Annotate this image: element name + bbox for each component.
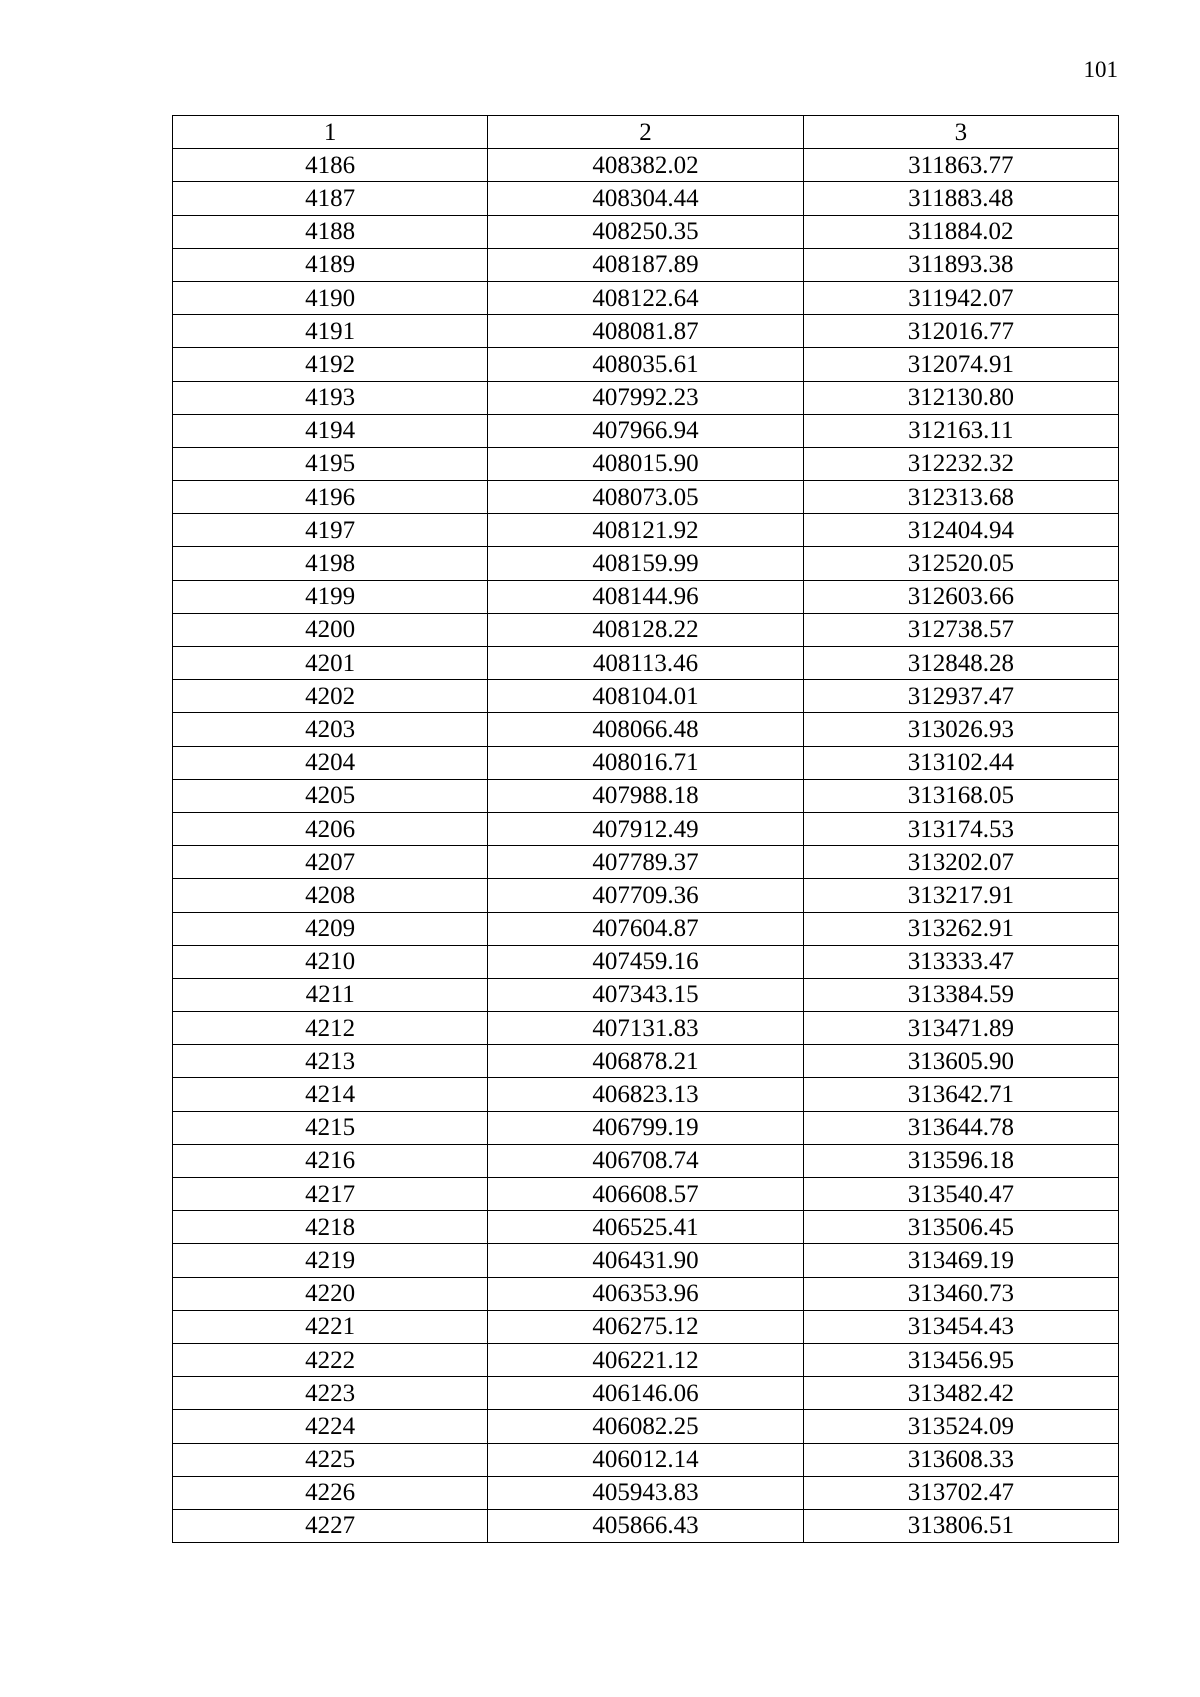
table-row [173,1476,1119,1509]
coordinate-y-cell: 313524.09 [803,1410,1118,1443]
table-row [173,1178,1119,1211]
coordinate-x-cell: 408159.99 [488,547,803,580]
table-row [173,613,1119,646]
point-number-cell: 4207 [173,846,488,879]
point-number-cell: 4221 [173,1310,488,1343]
coordinate-x-cell: 406275.12 [488,1310,803,1343]
point-number-cell: 4201 [173,647,488,680]
coordinate-x-cell: 405943.83 [488,1476,803,1509]
coordinate-x-cell: 407992.23 [488,381,803,414]
coordinate-y-cell: 313806.51 [803,1509,1118,1542]
coordinate-y-cell: 311863.77 [803,149,1118,182]
coordinate-y-cell: 312130.80 [803,381,1118,414]
coordinate-x-cell: 408122.64 [488,281,803,314]
table-row [173,647,1119,680]
point-number-cell: 4218 [173,1211,488,1244]
table-row [173,248,1119,281]
coordinate-x-cell: 406525.41 [488,1211,803,1244]
table-row [173,1244,1119,1277]
coordinate-y-cell: 311884.02 [803,215,1118,248]
coordinate-y-cell: 312603.66 [803,580,1118,613]
point-number-cell: 4224 [173,1410,488,1443]
coordinate-x-cell: 406353.96 [488,1277,803,1310]
coordinate-x-cell: 408250.35 [488,215,803,248]
coordinate-x-cell: 407343.15 [488,978,803,1011]
coordinate-y-cell: 312404.94 [803,514,1118,547]
point-number-cell: 4186 [173,149,488,182]
coordinate-x-cell: 406082.25 [488,1410,803,1443]
table-row [173,580,1119,613]
point-number-cell: 4191 [173,315,488,348]
point-number-cell: 4212 [173,1012,488,1045]
table-row [173,182,1119,215]
point-number-cell: 4216 [173,1144,488,1177]
table-row [173,1410,1119,1443]
coordinate-y-cell: 313469.19 [803,1244,1118,1277]
coordinate-x-cell: 406431.90 [488,1244,803,1277]
table-row [173,514,1119,547]
coordinate-y-cell: 313262.91 [803,912,1118,945]
point-number-cell: 4211 [173,978,488,1011]
table-row [173,1045,1119,1078]
table-row [173,1078,1119,1111]
table-row [173,713,1119,746]
table-row [173,281,1119,314]
coordinate-x-cell: 406708.74 [488,1144,803,1177]
point-number-cell: 4210 [173,945,488,978]
point-number-cell: 4227 [173,1509,488,1542]
coordinate-x-cell: 407789.37 [488,846,803,879]
coordinate-x-cell: 408113.46 [488,647,803,680]
point-number-cell: 4188 [173,215,488,248]
table-row [173,414,1119,447]
coordinate-y-cell: 313456.95 [803,1343,1118,1376]
point-number-cell: 4189 [173,248,488,281]
point-number-cell: 4206 [173,812,488,845]
point-number-cell: 4219 [173,1244,488,1277]
point-number-cell: 4205 [173,779,488,812]
table-row [173,746,1119,779]
table-row [173,1509,1119,1542]
point-number-cell: 4204 [173,746,488,779]
point-number-cell: 4200 [173,613,488,646]
point-number-cell: 4209 [173,912,488,945]
table-row [173,547,1119,580]
coordinate-x-cell: 406221.12 [488,1343,803,1376]
coordinate-y-cell: 313202.07 [803,846,1118,879]
table-row [173,1377,1119,1410]
coordinate-x-cell: 408121.92 [488,514,803,547]
coordinate-y-cell: 313026.93 [803,713,1118,746]
table-row [173,1343,1119,1376]
coordinate-x-cell: 407966.94 [488,414,803,447]
table-row [173,1012,1119,1045]
table-row [173,1310,1119,1343]
point-number-cell: 4196 [173,481,488,514]
coordinate-x-cell: 408128.22 [488,613,803,646]
coordinate-x-cell: 407459.16 [488,945,803,978]
coordinate-y-cell: 312738.57 [803,613,1118,646]
point-number-cell: 4226 [173,1476,488,1509]
table-row [173,348,1119,381]
coordinate-x-cell: 407988.18 [488,779,803,812]
point-number-cell: 4220 [173,1277,488,1310]
point-number-cell: 4203 [173,713,488,746]
point-number-cell: 4225 [173,1443,488,1476]
column-header: 2 [488,116,803,149]
coordinate-y-cell: 313168.05 [803,779,1118,812]
coordinate-y-cell: 313702.47 [803,1476,1118,1509]
coordinate-y-cell: 312074.91 [803,348,1118,381]
table-row [173,215,1119,248]
point-number-cell: 4198 [173,547,488,580]
table-row [173,1144,1119,1177]
coordinate-x-cell: 408081.87 [488,315,803,348]
table-row [173,680,1119,713]
point-number-cell: 4223 [173,1377,488,1410]
coordinate-x-cell: 406012.14 [488,1443,803,1476]
coordinate-x-cell: 407604.87 [488,912,803,945]
table-row [173,149,1119,182]
coordinate-y-cell: 312016.77 [803,315,1118,348]
coordinate-y-cell: 311883.48 [803,182,1118,215]
coordinate-x-cell: 406146.06 [488,1377,803,1410]
coordinate-x-cell: 408144.96 [488,580,803,613]
point-number-cell: 4222 [173,1343,488,1376]
table-row [173,846,1119,879]
table-row [173,978,1119,1011]
point-number-cell: 4214 [173,1078,488,1111]
coordinate-y-cell: 313217.91 [803,879,1118,912]
coordinate-x-cell: 405866.43 [488,1509,803,1542]
coordinate-y-cell: 313482.42 [803,1377,1118,1410]
coordinate-y-cell: 313102.44 [803,746,1118,779]
coordinate-y-cell: 312937.47 [803,680,1118,713]
coordinate-x-cell: 408035.61 [488,348,803,381]
page-number: 101 [1083,57,1118,82]
table-row [173,447,1119,480]
coordinate-y-cell: 313333.47 [803,945,1118,978]
coordinate-x-cell: 408016.71 [488,746,803,779]
coordinate-y-cell: 312232.32 [803,447,1118,480]
coordinate-x-cell: 407912.49 [488,812,803,845]
coordinate-y-cell: 313608.33 [803,1443,1118,1476]
coordinate-y-cell: 313642.71 [803,1078,1118,1111]
point-number-cell: 4195 [173,447,488,480]
coordinate-y-cell: 313644.78 [803,1111,1118,1144]
table-header-row [173,116,1119,149]
point-number-cell: 4192 [173,348,488,381]
table-row [173,481,1119,514]
coordinate-y-cell: 312848.28 [803,647,1118,680]
coordinate-y-cell: 311893.38 [803,248,1118,281]
coordinate-y-cell: 311942.07 [803,281,1118,314]
coordinate-x-cell: 406878.21 [488,1045,803,1078]
point-number-cell: 4199 [173,580,488,613]
coordinate-x-cell: 407131.83 [488,1012,803,1045]
point-number-cell: 4217 [173,1178,488,1211]
point-number-cell: 4208 [173,879,488,912]
coordinates-table [172,115,1119,1543]
table-row [173,1111,1119,1144]
table-row [173,1277,1119,1310]
coordinate-y-cell: 313454.43 [803,1310,1118,1343]
table-row [173,912,1119,945]
coordinate-x-cell: 408066.48 [488,713,803,746]
coordinate-x-cell: 407709.36 [488,879,803,912]
coordinate-y-cell: 313605.90 [803,1045,1118,1078]
coordinate-y-cell: 313174.53 [803,812,1118,845]
table-row [173,315,1119,348]
coordinate-y-cell: 313460.73 [803,1277,1118,1310]
table-body [173,149,1119,1543]
coordinate-y-cell: 313540.47 [803,1178,1118,1211]
point-number-cell: 4197 [173,514,488,547]
coordinate-y-cell: 312520.05 [803,547,1118,580]
table-row [173,779,1119,812]
point-number-cell: 4194 [173,414,488,447]
coordinate-x-cell: 406608.57 [488,1178,803,1211]
table-row [173,1211,1119,1244]
point-number-cell: 4202 [173,680,488,713]
coordinate-x-cell: 408015.90 [488,447,803,480]
coordinate-y-cell: 313506.45 [803,1211,1118,1244]
coordinate-y-cell: 312313.68 [803,481,1118,514]
table-row [173,879,1119,912]
point-number-cell: 4213 [173,1045,488,1078]
point-number-cell: 4193 [173,381,488,414]
column-header: 1 [173,116,488,149]
column-header: 3 [803,116,1118,149]
coordinate-x-cell: 408304.44 [488,182,803,215]
point-number-cell: 4190 [173,281,488,314]
table-row [173,812,1119,845]
point-number-cell: 4187 [173,182,488,215]
coordinate-x-cell: 408104.01 [488,680,803,713]
coordinate-x-cell: 406823.13 [488,1078,803,1111]
coordinate-x-cell: 408187.89 [488,248,803,281]
coordinate-y-cell: 313471.89 [803,1012,1118,1045]
coordinate-x-cell: 406799.19 [488,1111,803,1144]
coordinate-y-cell: 312163.11 [803,414,1118,447]
table-row [173,381,1119,414]
table-row [173,1443,1119,1476]
coordinate-y-cell: 313384.59 [803,978,1118,1011]
coordinate-x-cell: 408073.05 [488,481,803,514]
coordinate-x-cell: 408382.02 [488,149,803,182]
coordinate-y-cell: 313596.18 [803,1144,1118,1177]
table-row [173,945,1119,978]
point-number-cell: 4215 [173,1111,488,1144]
